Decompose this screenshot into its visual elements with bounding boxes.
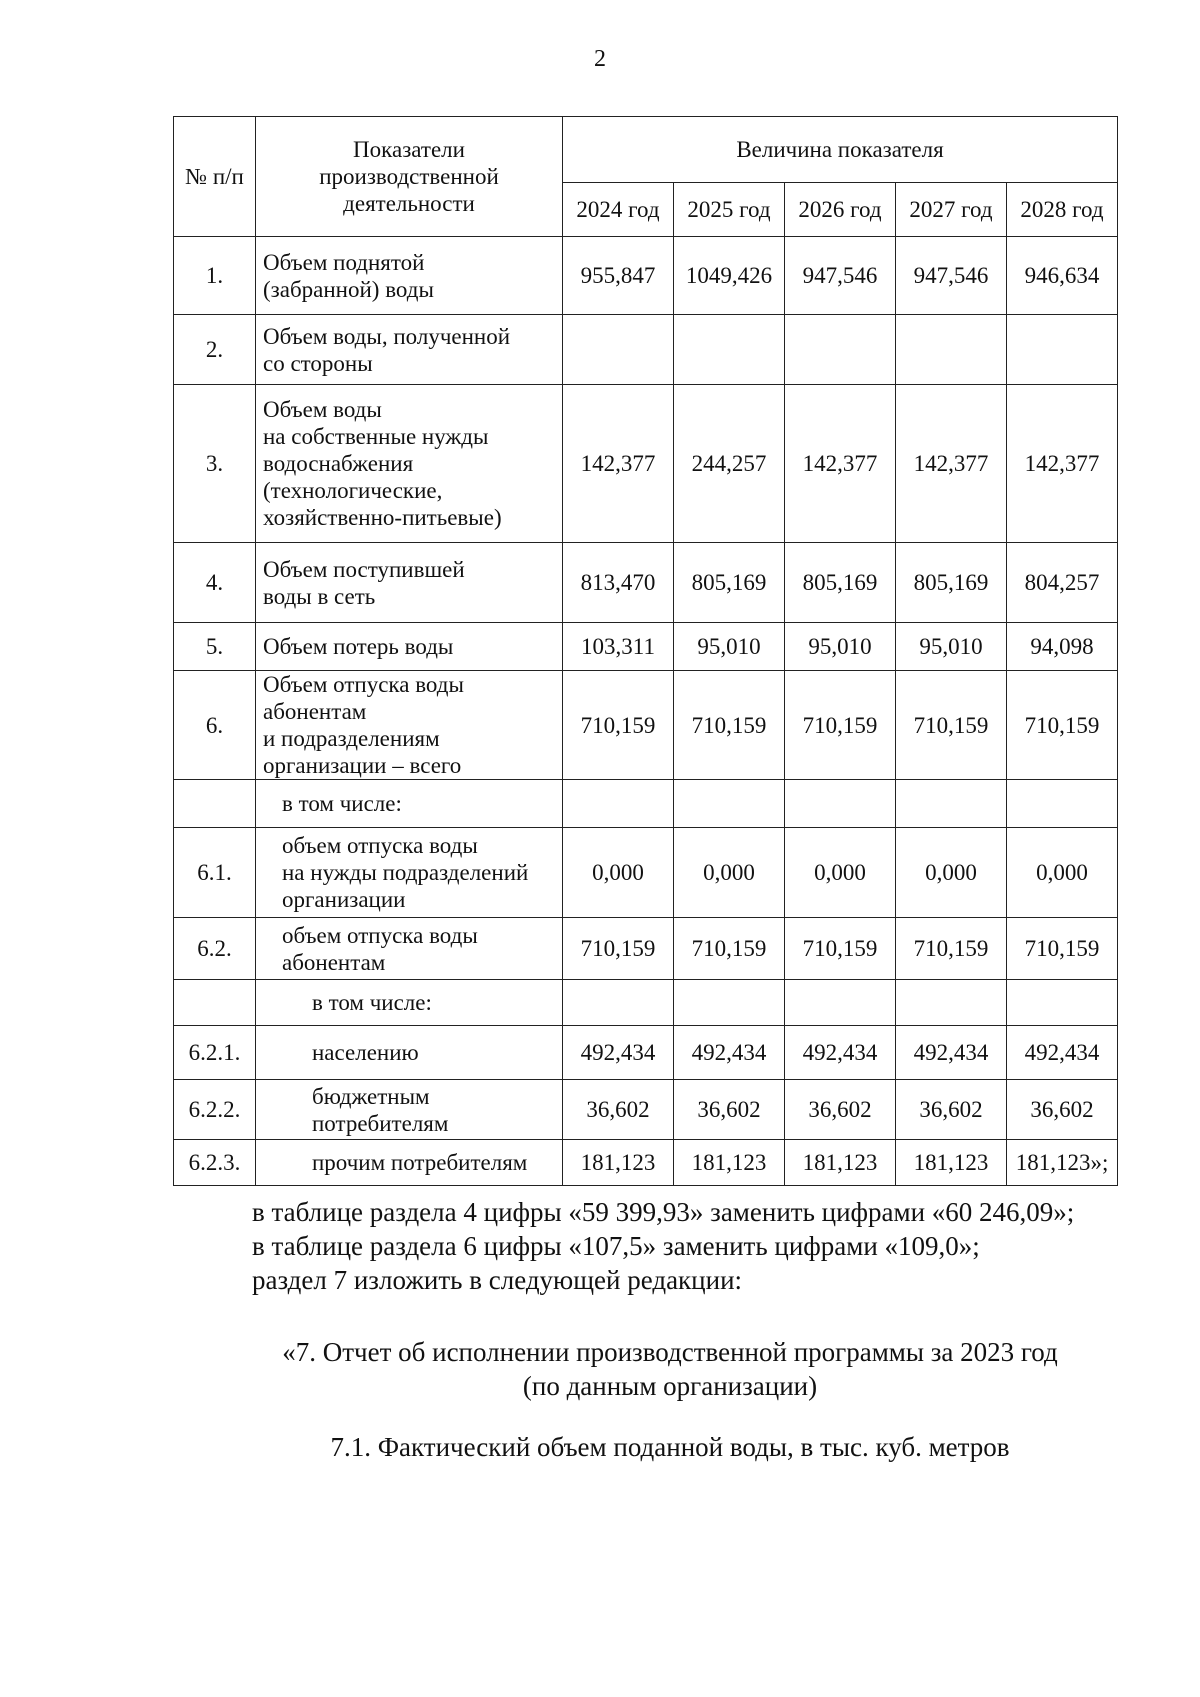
- row-number: 2.: [174, 315, 256, 385]
- row-number: 6.: [174, 671, 256, 780]
- row-value: 955,847: [563, 237, 674, 315]
- row-value: 0,000: [1007, 828, 1118, 918]
- row-value: [563, 980, 674, 1026]
- row-value: 0,000: [563, 828, 674, 918]
- row-value: 710,159: [674, 918, 785, 980]
- row-value: 710,159: [1007, 671, 1118, 780]
- paragraph: раздел 7 изложить в следующей редакции:: [252, 1265, 743, 1295]
- row-indicator-name: прочим потребителям: [256, 1140, 563, 1186]
- row-value: 244,257: [674, 385, 785, 543]
- header-year: 2024 год: [563, 183, 674, 237]
- row-value: 710,159: [674, 671, 785, 780]
- row-indicator-name: в том числе:: [256, 980, 563, 1026]
- row-value: 805,169: [674, 543, 785, 623]
- row-value: 181,123: [674, 1140, 785, 1186]
- row-value: 142,377: [785, 385, 896, 543]
- row-value: [896, 780, 1007, 828]
- row-value: 36,602: [896, 1080, 1007, 1140]
- row-value: 181,123: [785, 1140, 896, 1186]
- table-row: [174, 780, 1118, 828]
- row-indicator-name: Объем воды на собственные нужды водоснабжения (технологические, хозяйственно-питьевые): [256, 385, 563, 543]
- header-year: 2026 год: [785, 183, 896, 237]
- row-number: [174, 780, 256, 828]
- row-value: 710,159: [563, 671, 674, 780]
- amendment-text: [252, 1195, 1132, 1297]
- row-value: 95,010: [785, 623, 896, 671]
- table-row: [174, 918, 1118, 980]
- row-value: 710,159: [896, 671, 1007, 780]
- row-indicator-name: объем отпуска воды абонентам: [256, 918, 563, 980]
- row-value: [1007, 980, 1118, 1026]
- row-indicator-name: бюджетным потребителям: [256, 1080, 563, 1140]
- table-row: [174, 543, 1118, 623]
- row-indicator-name: Объем поднятой (забранной) воды: [256, 237, 563, 315]
- row-indicator-name: Объем отпуска воды абонентам и подразделениям организации – всего: [256, 671, 563, 780]
- row-value: 0,000: [674, 828, 785, 918]
- row-value: 0,000: [896, 828, 1007, 918]
- header-year: 2025 год: [674, 183, 785, 237]
- row-value: 95,010: [674, 623, 785, 671]
- row-number: 1.: [174, 237, 256, 315]
- row-value: 946,634: [1007, 237, 1118, 315]
- header-value-group: Величина показателя: [563, 117, 1118, 183]
- table-row: [174, 980, 1118, 1026]
- row-value: [896, 315, 1007, 385]
- indicators-table: [173, 116, 1118, 1186]
- row-indicator-name: Объем поступившей воды в сеть: [256, 543, 563, 623]
- row-value: 492,434: [1007, 1026, 1118, 1080]
- row-number: 6.2.: [174, 918, 256, 980]
- row-value: 804,257: [1007, 543, 1118, 623]
- row-value: 181,123: [563, 1140, 674, 1186]
- row-number: 6.2.2.: [174, 1080, 256, 1140]
- row-value: [785, 315, 896, 385]
- row-value: 103,311: [563, 623, 674, 671]
- row-indicator-name: населению: [256, 1026, 563, 1080]
- row-indicator-name: Объем потерь воды: [256, 623, 563, 671]
- row-number: 4.: [174, 543, 256, 623]
- table-row: [174, 1080, 1118, 1140]
- table-row: [174, 623, 1118, 671]
- page-number: 2: [594, 46, 606, 72]
- table-row: [174, 828, 1118, 918]
- header-indicators: Показатели производственной деятельности: [256, 117, 563, 237]
- paragraph: в таблице раздела 6 цифры «107,5» заменить цифрами «109,0»;: [252, 1231, 980, 1261]
- row-value: [1007, 780, 1118, 828]
- row-value: 805,169: [785, 543, 896, 623]
- row-indicator-name: объем отпуска воды на нужды подразделений организации: [256, 828, 563, 918]
- row-number: [174, 980, 256, 1026]
- row-value: [896, 980, 1007, 1026]
- row-indicator-name: в том числе:: [256, 780, 563, 828]
- table-row: [174, 315, 1118, 385]
- row-value: 805,169: [896, 543, 1007, 623]
- table-row: [174, 385, 1118, 543]
- row-value: 95,010: [896, 623, 1007, 671]
- section-subheading: 7.1. Фактический объем поданной воды, в тыс. куб. метров: [330, 1432, 1010, 1462]
- row-value: 36,602: [1007, 1080, 1118, 1140]
- row-value: 142,377: [1007, 385, 1118, 543]
- row-value: [674, 780, 785, 828]
- row-value: 710,159: [785, 671, 896, 780]
- row-value: 813,470: [563, 543, 674, 623]
- row-value: 710,159: [563, 918, 674, 980]
- row-value: 36,602: [674, 1080, 785, 1140]
- row-value: 181,123»;: [1007, 1140, 1118, 1186]
- table-row: [174, 1026, 1118, 1080]
- section-heading: «7. Отчет об исполнении производственной программы за 2023 год (по данным организации): [282, 1337, 1058, 1401]
- row-value: 947,546: [896, 237, 1007, 315]
- row-value: 94,098: [1007, 623, 1118, 671]
- row-value: [563, 780, 674, 828]
- table-row: [174, 1140, 1118, 1186]
- table-body: [174, 237, 1118, 1186]
- row-value: [785, 980, 896, 1026]
- table-row: [174, 237, 1118, 315]
- row-value: 492,434: [785, 1026, 896, 1080]
- row-value: 492,434: [674, 1026, 785, 1080]
- row-value: 36,602: [563, 1080, 674, 1140]
- row-value: 947,546: [785, 237, 896, 315]
- row-number: 6.2.1.: [174, 1026, 256, 1080]
- table-row: [174, 671, 1118, 780]
- header-year: 2028 год: [1007, 183, 1118, 237]
- row-value: 1049,426: [674, 237, 785, 315]
- row-value: [1007, 315, 1118, 385]
- row-value: [674, 315, 785, 385]
- row-value: [674, 980, 785, 1026]
- row-value: 181,123: [896, 1140, 1007, 1186]
- row-number: 3.: [174, 385, 256, 543]
- row-value: 492,434: [896, 1026, 1007, 1080]
- paragraph: в таблице раздела 4 цифры «59 399,93» заменить цифрами «60 246,09»;: [252, 1197, 1075, 1227]
- row-value: 0,000: [785, 828, 896, 918]
- row-value: 710,159: [896, 918, 1007, 980]
- row-value: 142,377: [896, 385, 1007, 543]
- row-value: [563, 315, 674, 385]
- row-number: 5.: [174, 623, 256, 671]
- row-indicator-name: Объем воды, полученной со стороны: [256, 315, 563, 385]
- row-value: 492,434: [563, 1026, 674, 1080]
- row-number: 6.2.3.: [174, 1140, 256, 1186]
- header-year: 2027 год: [896, 183, 1007, 237]
- row-value: 710,159: [785, 918, 896, 980]
- row-number: 6.1.: [174, 828, 256, 918]
- row-value: 142,377: [563, 385, 674, 543]
- row-value: 36,602: [785, 1080, 896, 1140]
- row-value: [785, 780, 896, 828]
- header-num: № п/п: [174, 117, 256, 237]
- row-value: 710,159: [1007, 918, 1118, 980]
